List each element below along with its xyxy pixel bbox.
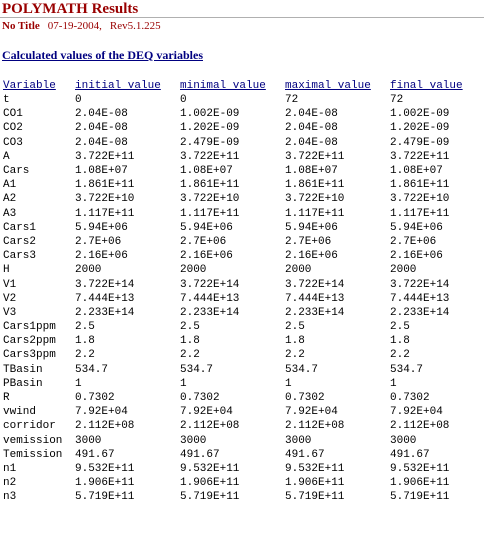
variable-name-cell: n1 xyxy=(3,462,17,475)
variable-name-cell: vwind xyxy=(3,406,37,419)
maximal-value-cell: 3.722E+10 xyxy=(285,193,345,206)
initial-value-cell: 491.67 xyxy=(75,448,115,461)
minimal-value-cell: 0 xyxy=(180,94,187,107)
variable-name-cell: Cars2 xyxy=(3,235,37,248)
initial-value-cell: 2.04E-08 xyxy=(75,122,128,135)
final-value-cell: 2.5 xyxy=(390,321,410,334)
final-value-cell: 5.94E+06 xyxy=(390,221,443,234)
minimal-value-cell: 1.202E-09 xyxy=(180,122,240,135)
initial-value-cell: 2.16E+06 xyxy=(75,250,128,263)
minimal-value-cell: 1.117E+11 xyxy=(180,207,240,220)
minimal-value-cell: 3.722E+11 xyxy=(180,150,240,163)
final-value-cell: 2.2 xyxy=(390,349,410,362)
doc-title: No Title xyxy=(2,20,40,32)
minimal-value-cell: 2.2 xyxy=(180,349,200,362)
variable-name-cell: R xyxy=(3,392,10,405)
column-header-minimal: minimal value xyxy=(180,80,266,92)
table-row xyxy=(3,348,470,362)
minimal-value-cell: 1.906E+11 xyxy=(180,477,240,490)
variable-name-cell: t xyxy=(3,94,10,107)
initial-value-cell: 1.906E+11 xyxy=(75,477,135,490)
final-value-cell: 3.722E+11 xyxy=(390,150,450,163)
variable-name-cell: A3 xyxy=(3,207,17,220)
maximal-value-cell: 534.7 xyxy=(285,363,319,376)
initial-value-cell: 2.7E+06 xyxy=(75,235,122,248)
minimal-value-cell: 2.233E+14 xyxy=(180,306,240,319)
doc-version: Rev5.1.225 xyxy=(109,20,161,32)
initial-value-cell: 5.94E+06 xyxy=(75,221,128,234)
maximal-value-cell: 2.5 xyxy=(285,321,305,334)
maximal-value-cell: 2.7E+06 xyxy=(285,235,332,248)
table-body xyxy=(3,93,470,504)
initial-value-cell: 1.117E+11 xyxy=(75,207,135,220)
maximal-value-cell: 1.8 xyxy=(285,335,305,348)
maximal-value-cell: 0.7302 xyxy=(285,392,325,405)
table-row xyxy=(3,490,470,504)
minimal-value-cell: 1 xyxy=(180,377,187,390)
column-header-variable: Variable xyxy=(3,80,56,92)
initial-value-cell: 2.04E-08 xyxy=(75,108,128,121)
variable-name-cell: vemission xyxy=(3,434,63,447)
variable-name-cell: V2 xyxy=(3,292,17,305)
minimal-value-cell: 491.67 xyxy=(180,448,220,461)
doc-date: 07-19-2004, xyxy=(47,20,102,32)
minimal-value-cell: 1.861E+11 xyxy=(180,179,240,192)
minimal-value-cell: 3.722E+14 xyxy=(180,278,240,291)
table-row xyxy=(3,164,470,178)
variable-name-cell: H xyxy=(3,264,10,277)
minimal-value-cell: 1.08E+07 xyxy=(180,165,233,178)
final-value-cell: 3000 xyxy=(390,434,417,447)
variable-name-cell: CO3 xyxy=(3,136,23,149)
initial-value-cell: 2000 xyxy=(75,264,102,277)
maximal-value-cell: 1.906E+11 xyxy=(285,477,345,490)
minimal-value-cell: 2.7E+06 xyxy=(180,235,227,248)
variable-name-cell: Cars3 xyxy=(3,250,37,263)
final-value-cell: 1.08E+07 xyxy=(390,165,443,178)
minimal-value-cell: 5.94E+06 xyxy=(180,221,233,234)
maximal-value-cell: 2.112E+08 xyxy=(285,420,345,433)
minimal-value-cell: 2000 xyxy=(180,264,207,277)
table-row xyxy=(3,263,470,277)
initial-value-cell: 7.92E+04 xyxy=(75,406,128,419)
final-value-cell: 1 xyxy=(390,377,397,390)
maximal-value-cell: 3.722E+11 xyxy=(285,150,345,163)
initial-value-cell: 1.861E+11 xyxy=(75,179,135,192)
variable-name-cell: corridor xyxy=(3,420,56,433)
table-row xyxy=(3,320,470,334)
table-row xyxy=(3,178,470,192)
final-value-cell: 2.233E+14 xyxy=(390,306,450,319)
table-row xyxy=(3,207,470,221)
maximal-value-cell: 9.532E+11 xyxy=(285,462,345,475)
maximal-value-cell: 2.2 xyxy=(285,349,305,362)
table-row xyxy=(3,192,470,206)
final-value-cell: 9.532E+11 xyxy=(390,462,450,475)
initial-value-cell: 7.444E+13 xyxy=(75,292,135,305)
minimal-value-cell: 534.7 xyxy=(180,363,214,376)
final-value-cell: 2.112E+08 xyxy=(390,420,450,433)
table-row xyxy=(3,391,470,405)
final-value-cell: 1.8 xyxy=(390,335,410,348)
column-header-initial: initial value xyxy=(75,80,161,92)
final-value-cell: 1.861E+11 xyxy=(390,179,450,192)
table-row xyxy=(3,136,470,150)
minimal-value-cell: 1.002E-09 xyxy=(180,108,240,121)
table-row xyxy=(3,221,470,235)
maximal-value-cell: 491.67 xyxy=(285,448,325,461)
page-title: POLYMATH Results xyxy=(2,1,139,17)
variable-name-cell: A xyxy=(3,150,10,163)
table-row xyxy=(3,334,470,348)
minimal-value-cell: 3000 xyxy=(180,434,207,447)
initial-value-cell: 3000 xyxy=(75,434,102,447)
initial-value-cell: 2.04E-08 xyxy=(75,136,128,149)
section-title: Calculated values of the DEQ variables xyxy=(2,48,203,62)
initial-value-cell: 2.2 xyxy=(75,349,95,362)
variable-name-cell: Cars1 xyxy=(3,221,37,234)
initial-value-cell: 5.719E+11 xyxy=(75,491,135,504)
maximal-value-cell: 7.92E+04 xyxy=(285,406,338,419)
final-value-cell: 2.7E+06 xyxy=(390,235,437,248)
variable-name-cell: Cars xyxy=(3,165,30,178)
final-value-cell: 7.92E+04 xyxy=(390,406,443,419)
maximal-value-cell: 5.94E+06 xyxy=(285,221,338,234)
initial-value-cell: 3.722E+11 xyxy=(75,150,135,163)
final-value-cell: 1.202E-09 xyxy=(390,122,450,135)
final-value-cell: 72 xyxy=(390,94,404,107)
table-row xyxy=(3,277,470,291)
maximal-value-cell: 2.04E-08 xyxy=(285,136,338,149)
table-row xyxy=(3,150,470,164)
table-row xyxy=(3,462,470,476)
initial-value-cell: 1.08E+07 xyxy=(75,165,128,178)
maximal-value-cell: 1.08E+07 xyxy=(285,165,338,178)
minimal-value-cell: 7.92E+04 xyxy=(180,406,233,419)
table-row xyxy=(3,448,470,462)
table-row xyxy=(3,377,470,391)
maximal-value-cell: 2000 xyxy=(285,264,312,277)
title-divider xyxy=(0,17,484,18)
variable-name-cell: Cars3ppm xyxy=(3,349,56,362)
table-row xyxy=(3,93,470,107)
minimal-value-cell: 3.722E+10 xyxy=(180,193,240,206)
final-value-cell: 3.722E+10 xyxy=(390,193,450,206)
variable-name-cell: TBasin xyxy=(3,363,43,376)
table-row xyxy=(3,121,470,135)
minimal-value-cell: 2.5 xyxy=(180,321,200,334)
table-row xyxy=(3,306,470,320)
maximal-value-cell: 3.722E+14 xyxy=(285,278,345,291)
variable-name-cell: Cars2ppm xyxy=(3,335,56,348)
initial-value-cell: 1.8 xyxy=(75,335,95,348)
column-header-maximal: maximal value xyxy=(285,80,371,92)
initial-value-cell: 3.722E+10 xyxy=(75,193,135,206)
variable-name-cell: A1 xyxy=(3,179,17,192)
deq-values-table xyxy=(3,79,470,504)
table-row xyxy=(3,476,470,490)
final-value-cell: 1.002E-09 xyxy=(390,108,450,121)
minimal-value-cell: 5.719E+11 xyxy=(180,491,240,504)
table-row xyxy=(3,107,470,121)
maximal-value-cell: 2.233E+14 xyxy=(285,306,345,319)
initial-value-cell: 2.233E+14 xyxy=(75,306,135,319)
table-row xyxy=(3,363,470,377)
variable-name-cell: CO2 xyxy=(3,122,23,135)
maximal-value-cell: 7.444E+13 xyxy=(285,292,345,305)
table-row xyxy=(3,434,470,448)
initial-value-cell: 1 xyxy=(75,377,82,390)
minimal-value-cell: 2.479E-09 xyxy=(180,136,240,149)
final-value-cell: 0.7302 xyxy=(390,392,430,405)
maximal-value-cell: 2.16E+06 xyxy=(285,250,338,263)
final-value-cell: 2.16E+06 xyxy=(390,250,443,263)
initial-value-cell: 3.722E+14 xyxy=(75,278,135,291)
maximal-value-cell: 3000 xyxy=(285,434,312,447)
maximal-value-cell: 2.04E-08 xyxy=(285,108,338,121)
minimal-value-cell: 0.7302 xyxy=(180,392,220,405)
table-row xyxy=(3,419,470,433)
final-value-cell: 7.444E+13 xyxy=(390,292,450,305)
variable-name-cell: CO1 xyxy=(3,108,23,121)
document-meta xyxy=(2,19,161,33)
column-header-final: final value xyxy=(390,80,463,92)
initial-value-cell: 9.532E+11 xyxy=(75,462,135,475)
minimal-value-cell: 9.532E+11 xyxy=(180,462,240,475)
initial-value-cell: 0.7302 xyxy=(75,392,115,405)
final-value-cell: 2.479E-09 xyxy=(390,136,450,149)
minimal-value-cell: 1.8 xyxy=(180,335,200,348)
maximal-value-cell: 2.04E-08 xyxy=(285,122,338,135)
final-value-cell: 1.117E+11 xyxy=(390,207,450,220)
final-value-cell: 534.7 xyxy=(390,363,424,376)
minimal-value-cell: 7.444E+13 xyxy=(180,292,240,305)
table-row xyxy=(3,405,470,419)
table-row xyxy=(3,249,470,263)
initial-value-cell: 2.5 xyxy=(75,321,95,334)
maximal-value-cell: 5.719E+11 xyxy=(285,491,345,504)
initial-value-cell: 534.7 xyxy=(75,363,109,376)
table-header-row xyxy=(3,79,470,93)
variable-name-cell: Cars1ppm xyxy=(3,321,56,334)
variable-name-cell: Temission xyxy=(3,448,63,461)
variable-name-cell: n3 xyxy=(3,491,17,504)
variable-name-cell: V1 xyxy=(3,278,17,291)
table-row xyxy=(3,292,470,306)
variable-name-cell: n2 xyxy=(3,477,17,490)
minimal-value-cell: 2.16E+06 xyxy=(180,250,233,263)
initial-value-cell: 0 xyxy=(75,94,82,107)
maximal-value-cell: 72 xyxy=(285,94,299,107)
variable-name-cell: A2 xyxy=(3,193,17,206)
final-value-cell: 2000 xyxy=(390,264,417,277)
final-value-cell: 491.67 xyxy=(390,448,430,461)
table-row xyxy=(3,235,470,249)
variable-name-cell: PBasin xyxy=(3,377,43,390)
minimal-value-cell: 2.112E+08 xyxy=(180,420,240,433)
final-value-cell: 5.719E+11 xyxy=(390,491,450,504)
final-value-cell: 3.722E+14 xyxy=(390,278,450,291)
maximal-value-cell: 1.117E+11 xyxy=(285,207,345,220)
maximal-value-cell: 1 xyxy=(285,377,292,390)
variable-name-cell: V3 xyxy=(3,306,17,319)
final-value-cell: 1.906E+11 xyxy=(390,477,450,490)
initial-value-cell: 2.112E+08 xyxy=(75,420,135,433)
maximal-value-cell: 1.861E+11 xyxy=(285,179,345,192)
